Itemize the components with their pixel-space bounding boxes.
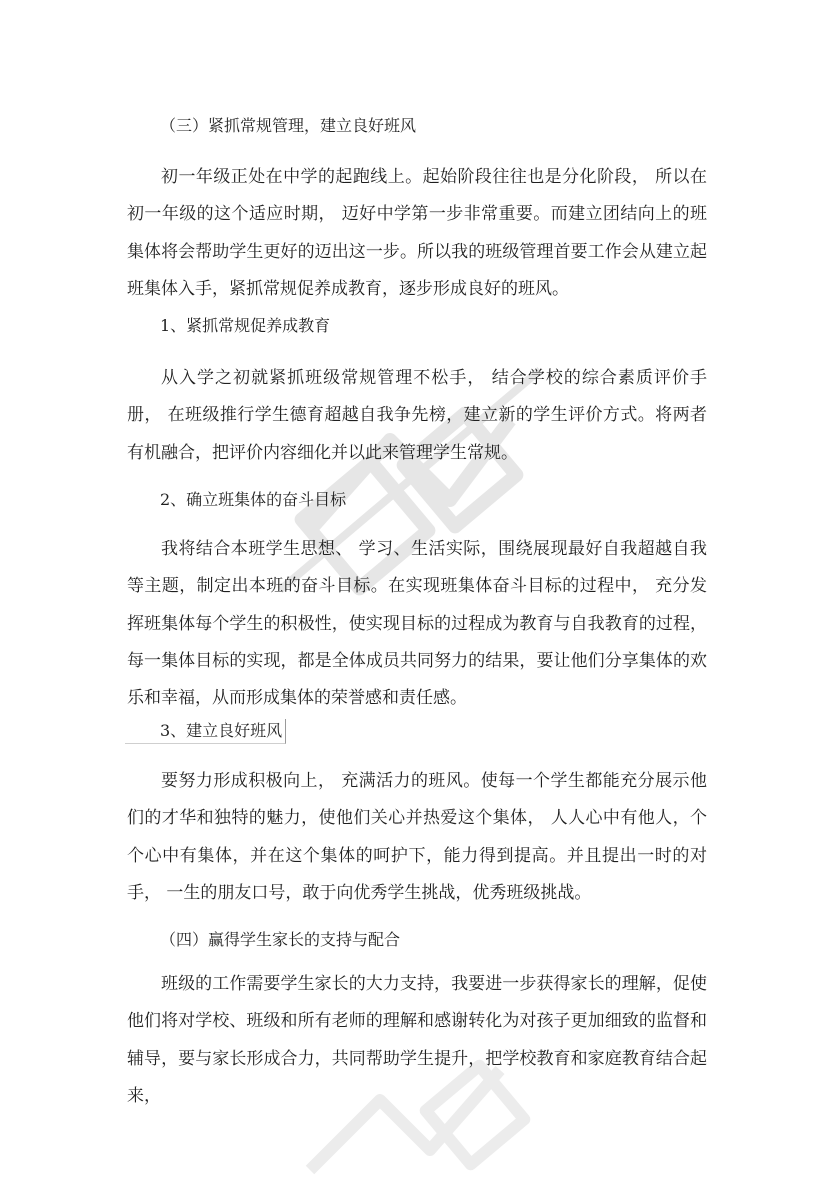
paragraph-1: 初一年级正处在中学的起跑线上。起始阶段往往也是分化阶段， 所以在初一年级的这个适应时期， 迈好中学第一步非常重要。而建立团结向上的班集体将会帮助学生更好的迈出这一步。所以我的班级管理首要工作会从建立起班集体入手，紧抓常规促养成教育，逐步形成良好的班风。 [127,167,707,299]
subheading-3-box [125,719,286,744]
subheading-3: 3、建立良好班风 [160,721,283,740]
section-heading-3: （三）紧抓常规管理，建立良好班风 [160,116,417,135]
subheading-2: 2、确立班集体的奋斗目标 [160,490,347,509]
subheading-1: 1、紧抓常规促养成教育 [160,316,331,335]
section-heading-4: （四）赢得学生家长的支持与配合 [160,930,401,949]
paragraph-5: 班级的工作需要学生家长的大力支持，我要进一步获得家长的理解，促使他们将对学校、班级和所有老师的理解和感谢转化为对孩子更加细致的监督和辅导，要与家长形成合力，共同帮助学生提升，把学校教育和家庭教育结合起来， [127,974,707,1106]
paragraph-3: 我将结合本班学生思想、 学习、生活实际，围绕展现最好自我超越自我等主题，制定出本班的奋斗目标。在实现班集体奋斗目标的过程中， 充分发挥班集体每个学生的积极性，使实现目标的过程成为教育与自我教育的过程，每一集体目标的实现，都是全体成员共同努力的结果，要让他们分享集体的欢乐和幸福，从而形成集体的荣誉感和责任感。 [127,539,707,709]
paragraph-4: 要努力形成积极向上， 充满活力的班风。使每一个学生都能充分展示他们的才华和独特的魅力，使他们关心并热爱这个集体， 人人心中有他人，个个心中有集体，并在这个集体的呵护下，能力得到提高。并且提出一时的对手， 一生的朋友口号，敢于向优秀学生挑战，优秀班级挑战。 [127,771,707,903]
paragraph-2: 从入学之初就紧抓班级常规管理不松手， 结合学校的综合素质评价手册， 在班级推行学生德育超越自我争先榜，建立新的学生评价方式。将两者有机融合，把评价内容细化并以此来管理学生常规。 [127,368,707,463]
